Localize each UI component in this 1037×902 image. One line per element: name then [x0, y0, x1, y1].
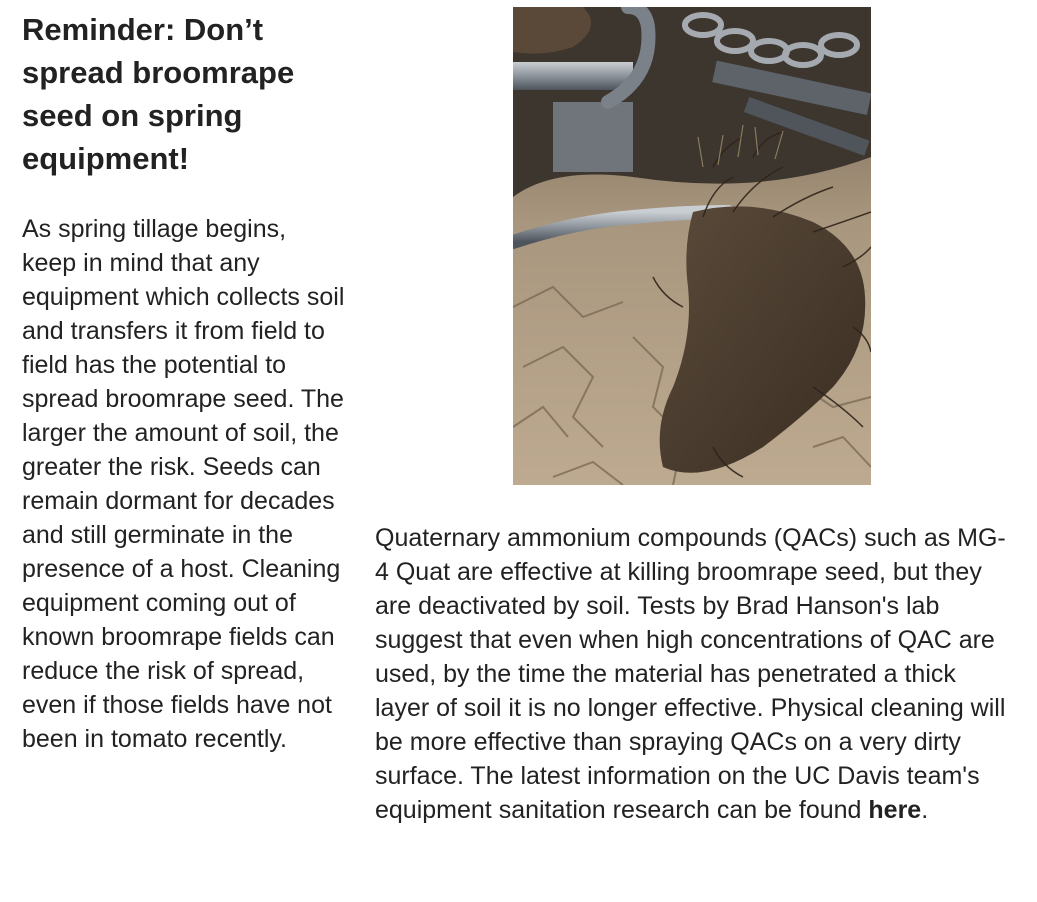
paragraph-end-period: .: [921, 796, 929, 824]
qac-paragraph-text: Quaternary ammonium compounds (QACs) such as MG-4 Quat are effective at killing broomrape seed, but they are deactivated by soil. Tests by Brad Hanson's lab suggest that even when high concentrations of QAC are used, by the time the material has penetrated a thick layer of soil it is no longer effective. Physical cleaning will be more effective than spraying QACs on a very dirty surface. The latest information on the UC Davis team's equipment sanitation research can be found: [375, 524, 1006, 824]
intro-paragraph: As spring tillage begins, keep in mind that any equipment which collects soil and transfers it from field to field has the potential to spread broomrape seed. The larger the amount of soil, the greater the risk. Seeds can remain dormant for decades and still germinate in the presence of a host. Cleaning equipment coming out of known broomrape fields can reduce the risk of spread, even if those fields have not been in tomato recently.: [22, 215, 345, 753]
qac-paragraph: [375, 521, 1015, 827]
article-title: Reminder: Don’t spread broomrape seed on spring equipment!: [22, 12, 295, 176]
equipment-soil-photo: [513, 7, 871, 485]
photo-illustration: [513, 7, 871, 485]
sanitation-research-link[interactable]: here: [868, 796, 922, 824]
